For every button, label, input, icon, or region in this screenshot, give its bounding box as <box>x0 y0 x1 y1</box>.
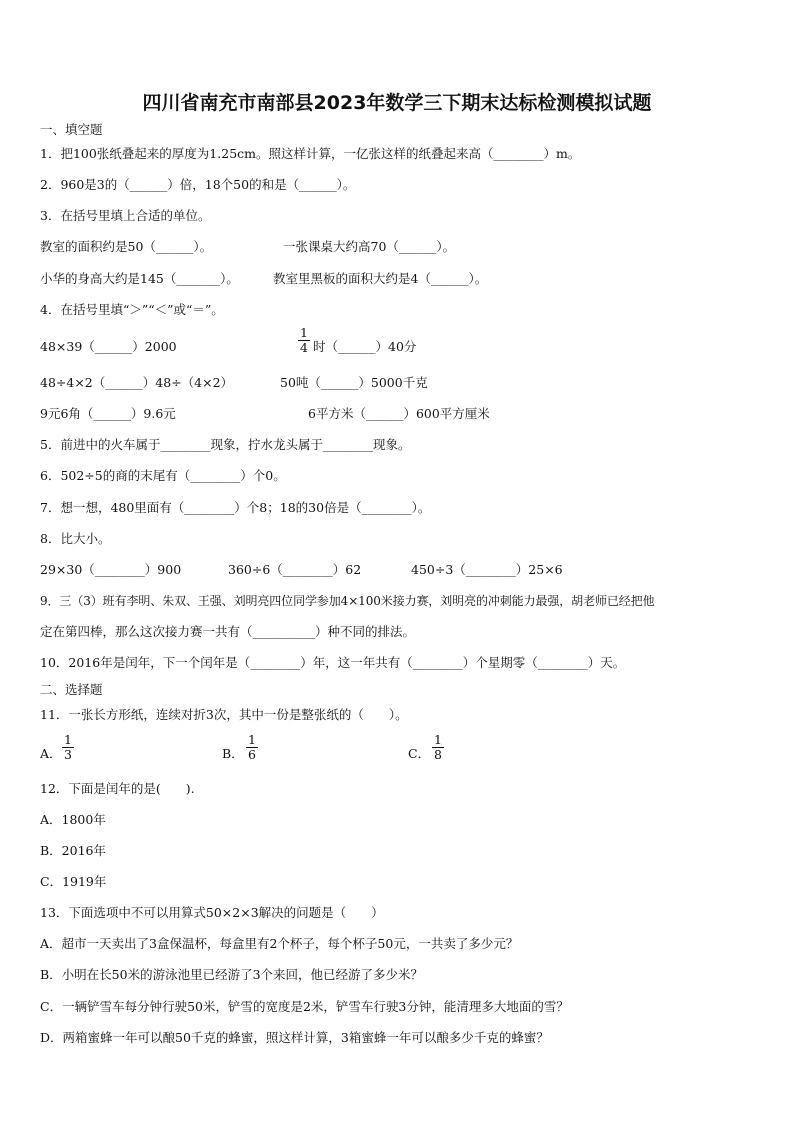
question-3b: 一张课桌大约高70（______）。 <box>283 239 456 254</box>
fraction-denominator: 3 <box>64 747 72 762</box>
option-11-c-label: C． <box>408 746 431 761</box>
fraction-denominator: 4 <box>300 340 308 355</box>
question-4a: 48×39（______）2000 <box>40 339 177 354</box>
question-10: 10．2016年是闰年，下一个闰年是（________）年，这一年共有（________）个星期零（________）天。 <box>40 655 626 670</box>
question-2: 2．960是3的（______）倍，18个50的和是（______）。 <box>40 177 356 192</box>
question-8b: 360÷6（________）62 <box>228 562 362 577</box>
option-12-a: A．1800年 <box>40 812 106 827</box>
question-3: 3．在括号里填上合适的单位。 <box>40 208 211 223</box>
question-4b: 时（______）40分 <box>313 339 417 354</box>
fraction-numerator: 1 <box>300 325 308 340</box>
question-9-line-1: 9．三（3）班有李明、朱双、王强、刘明亮四位同学参加4×100米接力赛，刘明亮的冲刺能力最强，胡老师已经把他 <box>40 594 655 608</box>
question-3c: 小华的身高大约是145（_______）。 <box>40 271 239 286</box>
question-13: 13．下面选项中不可以用算式50×2×3解决的问题是（ ） <box>40 905 384 920</box>
question-9-line-2: 定在第四棒，那么这次接力赛一共有（__________）种不同的排法。 <box>40 624 416 639</box>
question-4c: 48÷4×2（______）48÷（4×2） <box>40 375 234 390</box>
question-3a: 教室的面积约是50（______）。 <box>40 239 213 254</box>
question-4f: 6平方米（______）600平方厘米 <box>308 406 490 421</box>
option-11-a-label: A． <box>40 746 62 761</box>
fraction-numerator: 1 <box>248 732 256 747</box>
page-title: 四川省南充市南部县2023年数学三下期末达标检测模拟试题 <box>142 92 652 114</box>
option-11-b-label: B． <box>222 746 244 761</box>
fraction-numerator: 1 <box>434 732 442 747</box>
question-4d: 50吨（______）5000千克 <box>280 375 428 390</box>
option-11-b-fraction <box>246 733 258 762</box>
question-6: 6．502÷5的商的末尾有（________）个0。 <box>40 468 286 483</box>
fraction-quarter <box>298 326 310 355</box>
question-5: 5．前进中的火车属于________现象，拧水龙头属于________现象。 <box>40 437 411 452</box>
option-11-a-fraction <box>62 733 74 762</box>
question-7: 7．想一想，480里面有（________）个8；18的30倍是（________）。 <box>40 500 431 515</box>
question-4e: 9元6角（______）9.6元 <box>40 406 176 421</box>
question-1: 1．把100张纸叠起来的厚度为1.25cm。照这样计算，一亿张这样的纸叠起来高（________）m。 <box>40 146 581 161</box>
question-4: 4．在括号里填“＞”“＜”或“＝”。 <box>40 302 224 317</box>
option-12-b: B．2016年 <box>40 843 106 858</box>
option-11-c-fraction <box>432 733 444 762</box>
option-12-c: C．1919年 <box>40 874 107 889</box>
question-12: 12．下面是闰年的是( ). <box>40 781 195 796</box>
fraction-numerator: 1 <box>64 732 72 747</box>
fraction-denominator: 8 <box>434 747 442 762</box>
question-3d: 教室里黑板的面积大约是4（______）。 <box>273 271 488 286</box>
question-8a: 29×30（________）900 <box>40 562 182 577</box>
question-11: 11．一张长方形纸，连续对折3次，其中一份是整张纸的（ ）。 <box>40 707 408 722</box>
section-heading-choice: 二、选择题 <box>40 682 103 697</box>
question-8c: 450÷3（________）25×6 <box>411 562 563 577</box>
question-8: 8．比大小。 <box>40 531 111 546</box>
option-13-d: D．两箱蜜蜂一年可以酿50千克的蜂蜜，照这样计算，3箱蜜蜂一年可以酿多少千克的蜂蜜？ <box>40 1030 549 1045</box>
option-13-a: A．超市一天卖出了3盒保温杯，每盒里有2个杯子，每个杯子50元，一共卖了多少元？ <box>40 936 519 951</box>
option-13-c: C．一辆铲雪车每分钟行驶50米，铲雪的宽度是2米，铲雪车行驶3分钟，能清理多大地面的雪？ <box>40 999 569 1014</box>
option-13-b: B．小明在长50米的游泳池里已经游了3个来回，他已经游了多少米？ <box>40 967 424 982</box>
fraction-denominator: 6 <box>248 747 256 762</box>
section-heading-fill-blank: 一、填空题 <box>40 122 103 137</box>
